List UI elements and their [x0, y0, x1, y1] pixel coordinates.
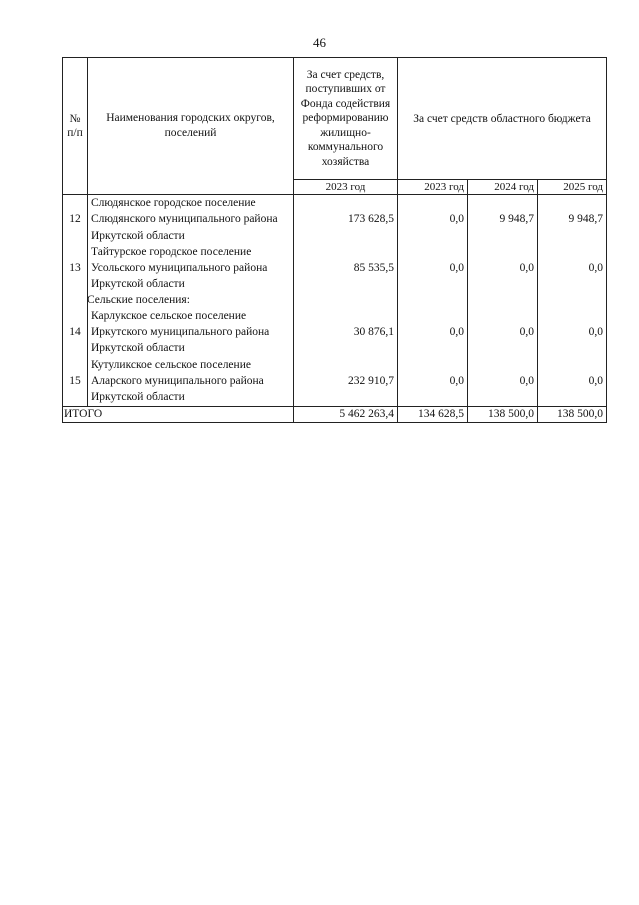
total-2025: 138 500,0: [538, 406, 607, 422]
row-number: 12: [63, 195, 88, 244]
row-name: Кутуликское сельское поселение Аларского муниципального района Иркутской области: [88, 357, 294, 406]
page-number: 46: [313, 35, 326, 50]
year-region-2024: 2024 год: [468, 180, 538, 195]
row-2025: 9 948,7: [538, 195, 607, 244]
table-row: [63, 244, 607, 293]
total-2023: 134 628,5: [398, 406, 468, 422]
row-fund: 173 628,5: [294, 195, 398, 244]
row-2024: 9 948,7: [468, 195, 538, 244]
year-region-2025: 2025 год: [538, 180, 607, 195]
row-fund: 232 910,7: [294, 357, 398, 406]
row-number: 14: [63, 308, 88, 357]
row-2023: 0,0: [398, 244, 468, 293]
table-row: [63, 357, 607, 406]
row-fund: 30 876,1: [294, 308, 398, 357]
row-fund: 85 535,5: [294, 244, 398, 293]
header-name: Наименования городских округов, поселений: [88, 58, 294, 195]
table-row: [63, 195, 607, 244]
row-2025: 0,0: [538, 244, 607, 293]
row-2023: 0,0: [398, 195, 468, 244]
total-fund: 5 462 263,4: [294, 406, 398, 422]
row-name: Тайтурское городское поселение Усольского муниципального района Иркутской области: [88, 244, 294, 293]
total-row: [63, 406, 607, 422]
budget-table: [62, 57, 607, 423]
row-name: Карлукское сельское поселение Иркутского муниципального района Иркутской области: [88, 308, 294, 357]
row-2023: 0,0: [398, 308, 468, 357]
row-number: 13: [63, 244, 88, 293]
total-2024: 138 500,0: [468, 406, 538, 422]
row-2025: 0,0: [538, 308, 607, 357]
year-fund: 2023 год: [294, 180, 398, 195]
row-2024: 0,0: [468, 244, 538, 293]
header-row: [63, 58, 607, 180]
section-label: Сельские поселения:: [86, 293, 292, 308]
year-region-2023: 2023 год: [398, 180, 468, 195]
row-2023: 0,0: [398, 357, 468, 406]
table-row: [63, 308, 607, 357]
header-fund: За счет средств, поступивших от Фонда содействия реформированию жилищно-коммунального хозяйства: [294, 58, 398, 180]
row-2024: 0,0: [468, 308, 538, 357]
row-2024: 0,0: [468, 357, 538, 406]
total-label: ИТОГО: [63, 406, 294, 422]
header-regional-budget: За счет средств областного бюджета: [398, 58, 607, 180]
row-number: 15: [63, 357, 88, 406]
row-name: Слюдянское городское поселение Слюдянского муниципального района Иркутской области: [88, 195, 294, 244]
header-number: № п/п: [63, 58, 88, 195]
section-row: [63, 293, 607, 308]
row-2025: 0,0: [538, 357, 607, 406]
